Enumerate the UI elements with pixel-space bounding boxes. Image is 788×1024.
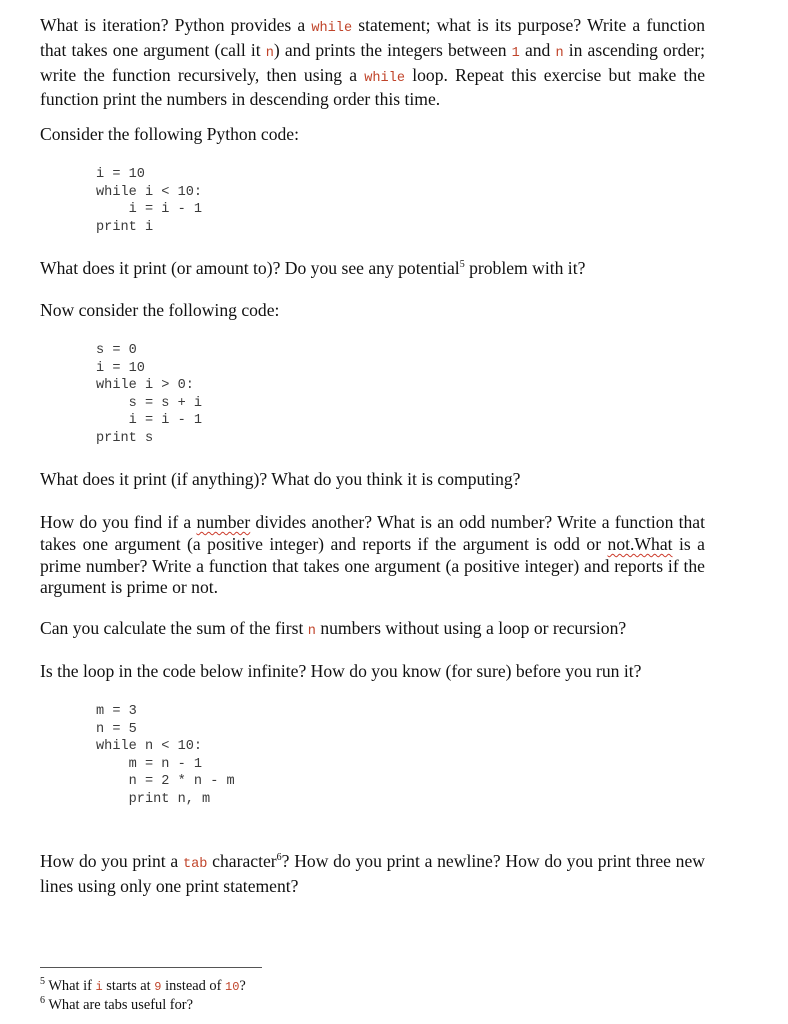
paragraph-sum-first-n bbox=[40, 618, 705, 643]
footnote-number: 6 bbox=[40, 995, 45, 1007]
text: starts at bbox=[102, 978, 155, 994]
inline-code: 10 bbox=[225, 980, 240, 994]
text: What if bbox=[45, 978, 96, 994]
inline-code: i bbox=[95, 980, 103, 994]
paragraph-iteration bbox=[40, 15, 705, 111]
text: is a prime number? Write a function that takes one argument (a positive integer) and reports if the argument is prime or not. bbox=[40, 533, 705, 598]
text: problem with it? bbox=[464, 258, 586, 278]
code-block-3: m = 3 n = 5 while n < 10: m = n - 1 n = 2 * n - m print n, m bbox=[96, 704, 235, 807]
spellcheck-word: not.What bbox=[607, 533, 673, 554]
text: What is iteration? Python provides a bbox=[40, 15, 312, 35]
footnote-5 bbox=[40, 977, 246, 996]
text: instead of bbox=[161, 978, 226, 994]
spellcheck-word: number bbox=[196, 512, 251, 532]
text: ? bbox=[239, 978, 246, 994]
paragraph-what-print bbox=[40, 258, 705, 280]
code-block-2: s = 0 i = 10 while i > 0: s = s + i i = i - 1 print s bbox=[96, 343, 203, 446]
inline-code: n bbox=[265, 45, 274, 61]
text: Can you calculate the sum of the first bbox=[40, 618, 308, 638]
inline-code: while bbox=[311, 21, 353, 36]
paragraph-now-consider: Now consider the following code: bbox=[40, 300, 280, 320]
paragraph-consider-code: Consider the following Python code: bbox=[40, 124, 299, 144]
code-block-1: i = 10 while i < 10: i = i - 1 print i bbox=[96, 167, 203, 235]
paragraph-infinite-loop: Is the loop in the code below infinite? How do you know (for sure) before you run it? bbox=[40, 661, 642, 681]
text: in ascending order; write the function recursively, then using a bbox=[40, 39, 705, 85]
text: and bbox=[519, 39, 556, 60]
footnote-ref[interactable]: 5 bbox=[459, 259, 465, 271]
paragraph-what-computing: What does it print (if anything)? What do you think it is computing? bbox=[40, 469, 521, 489]
text: numbers without using a loop or recursion? bbox=[315, 618, 627, 638]
text: How do you print a bbox=[40, 851, 183, 871]
inline-code: tab bbox=[182, 857, 208, 872]
inline-code: 9 bbox=[154, 980, 162, 994]
inline-code: 1 bbox=[511, 45, 520, 61]
paragraph-tab-character bbox=[40, 851, 705, 898]
inline-code: while bbox=[364, 70, 406, 86]
text: ) and prints the integers between bbox=[273, 39, 512, 60]
text: What does it print (or amount to)? Do you see any potential bbox=[40, 258, 460, 278]
footnote-ref[interactable]: 6 bbox=[276, 852, 282, 864]
text: ? How do you print a newline? How do you print three new lines using only one print statement? bbox=[40, 851, 705, 896]
text: character bbox=[207, 851, 277, 871]
text: loop. Repeat this exercise but make the function print the numbers in descending order this time. bbox=[40, 64, 705, 110]
paragraph-divides bbox=[40, 512, 705, 599]
text: What are tabs useful for? bbox=[45, 997, 193, 1013]
text: How do you find if a bbox=[40, 512, 197, 532]
footnote-number: 5 bbox=[40, 976, 45, 988]
inline-code: n bbox=[307, 624, 316, 639]
footnote-divider bbox=[40, 967, 262, 968]
text: divides another? What is an odd number? Write a function that takes one argument (a positive integer) and reports if the argument is odd or bbox=[40, 512, 705, 554]
text: statement; what is its purpose? Write a function that takes one argument (call it bbox=[40, 15, 705, 60]
inline-code: n bbox=[555, 45, 564, 61]
footnote-6 bbox=[40, 996, 193, 1014]
